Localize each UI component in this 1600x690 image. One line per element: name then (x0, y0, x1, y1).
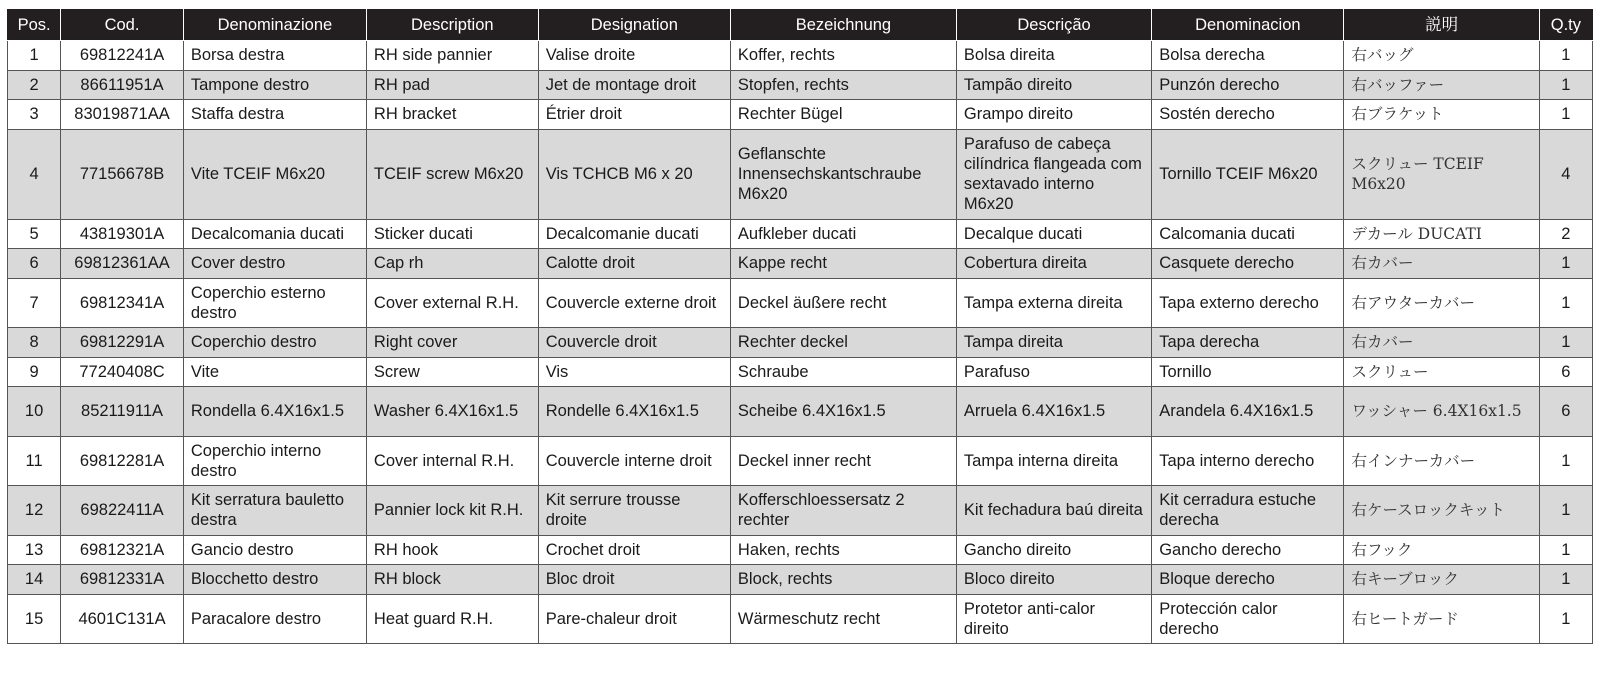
table-row (8, 565, 1593, 595)
cell-code: 69812241A (61, 41, 184, 71)
cell-pos: 4 (8, 129, 61, 219)
cell-pos: 1 (8, 41, 61, 71)
parts-table (7, 9, 1593, 644)
table-row (8, 357, 1593, 387)
cell-english: Cover external R.H. (366, 278, 538, 328)
cell-code: 69812361AA (61, 249, 184, 279)
table-body (8, 41, 1593, 644)
cell-italian: Paracalore destro (183, 594, 366, 644)
table-row (8, 594, 1593, 644)
cell-italian: Decalcomania ducati (183, 219, 366, 249)
cell-english: RH pad (366, 70, 538, 100)
cell-italian: Blocchetto destro (183, 565, 366, 595)
cell-english: Cover internal R.H. (366, 436, 538, 486)
cell-spanish: Tapa externo derecho (1152, 278, 1344, 328)
cell-french: Valise droite (538, 41, 730, 71)
cell-english: RH hook (366, 535, 538, 565)
cell-japanese: 右カバー (1344, 249, 1539, 279)
cell-code: 43819301A (61, 219, 184, 249)
cell-japanese: スクリュー TCEIF M6x20 (1344, 129, 1539, 219)
cell-code: 4601C131A (61, 594, 184, 644)
table-row (8, 129, 1593, 219)
cell-code: 85211911A (61, 387, 184, 437)
cell-french: Vis TCHCB M6 x 20 (538, 129, 730, 219)
cell-spanish: Bolsa derecha (1152, 41, 1344, 71)
cell-japanese: 右バッファー (1344, 70, 1539, 100)
cell-pos: 2 (8, 70, 61, 100)
cell-english: Washer 6.4X16x1.5 (366, 387, 538, 437)
table-row (8, 100, 1593, 130)
cell-portuguese: Parafuso de cabeça cilíndrica flangeada com sextavado interno M6x20 (956, 129, 1151, 219)
cell-italian: Vite (183, 357, 366, 387)
cell-portuguese: Tampa interna direita (956, 436, 1151, 486)
cell-pos: 9 (8, 357, 61, 387)
cell-italian: Rondella 6.4X16x1.5 (183, 387, 366, 437)
cell-pos: 5 (8, 219, 61, 249)
cell-italian: Coperchio interno destro (183, 436, 366, 486)
table-row (8, 278, 1593, 328)
table-row (8, 249, 1593, 279)
cell-pos: 11 (8, 436, 61, 486)
cell-code: 86611951A (61, 70, 184, 100)
cell-portuguese: Bolsa direita (956, 41, 1151, 71)
cell-german: Rechter deckel (730, 328, 956, 358)
cell-japanese: 右アウターカバー (1344, 278, 1539, 328)
cell-english: RH bracket (366, 100, 538, 130)
cell-italian: Vite TCEIF M6x20 (183, 129, 366, 219)
cell-japanese: 右カバー (1344, 328, 1539, 358)
cell-qty: 1 (1539, 278, 1592, 328)
cell-french: Couvercle droit (538, 328, 730, 358)
cell-qty: 4 (1539, 129, 1592, 219)
cell-code: 69812331A (61, 565, 184, 595)
cell-french: Crochet droit (538, 535, 730, 565)
cell-pos: 13 (8, 535, 61, 565)
cell-german: Wärmeschutz recht (730, 594, 956, 644)
cell-pos: 14 (8, 565, 61, 595)
cell-italian: Kit serratura bauletto destra (183, 486, 366, 536)
cell-portuguese: Parafuso (956, 357, 1151, 387)
cell-qty: 6 (1539, 357, 1592, 387)
cell-portuguese: Tampa direita (956, 328, 1151, 358)
cell-english: RH block (366, 565, 538, 595)
cell-spanish: Tornillo (1152, 357, 1344, 387)
cell-pos: 15 (8, 594, 61, 644)
cell-code: 77156678B (61, 129, 184, 219)
cell-japanese: 右ブラケット (1344, 100, 1539, 130)
header-cod: Cod. (61, 10, 184, 41)
cell-french: Rondelle 6.4X16x1.5 (538, 387, 730, 437)
cell-code: 69812291A (61, 328, 184, 358)
header-italian: Denominazione (183, 10, 366, 41)
cell-japanese: 右ヒートガード (1344, 594, 1539, 644)
cell-qty: 1 (1539, 486, 1592, 536)
cell-portuguese: Tampa externa direita (956, 278, 1151, 328)
cell-italian: Tampone destro (183, 70, 366, 100)
table-row (8, 70, 1593, 100)
cell-english: TCEIF screw M6x20 (366, 129, 538, 219)
cell-qty: 6 (1539, 387, 1592, 437)
cell-japanese: スクリュー (1344, 357, 1539, 387)
cell-german: Geflanschte Innensechskantschraube M6x20 (730, 129, 956, 219)
cell-spanish: Sostén derecho (1152, 100, 1344, 130)
cell-japanese: ワッシャー 6.4X16x1.5 (1344, 387, 1539, 437)
cell-qty: 1 (1539, 249, 1592, 279)
cell-french: Decalcomanie ducati (538, 219, 730, 249)
cell-italian: Staffa destra (183, 100, 366, 130)
cell-french: Vis (538, 357, 730, 387)
cell-code: 77240408C (61, 357, 184, 387)
cell-english: Heat guard R.H. (366, 594, 538, 644)
cell-italian: Gancio destro (183, 535, 366, 565)
cell-portuguese: Kit fechadura baú direita (956, 486, 1151, 536)
header-german: Bezeichnung (730, 10, 956, 41)
cell-portuguese: Bloco direito (956, 565, 1151, 595)
cell-english: Right cover (366, 328, 538, 358)
cell-english: Cap rh (366, 249, 538, 279)
cell-qty: 1 (1539, 565, 1592, 595)
table-row (8, 486, 1593, 536)
cell-code: 69822411A (61, 486, 184, 536)
table-row (8, 328, 1593, 358)
cell-qty: 2 (1539, 219, 1592, 249)
cell-spanish: Punzón derecho (1152, 70, 1344, 100)
table-row (8, 535, 1593, 565)
cell-spanish: Bloque derecho (1152, 565, 1344, 595)
cell-spanish: Kit cerradura estuche derecha (1152, 486, 1344, 536)
cell-code: 83019871AA (61, 100, 184, 130)
cell-french: Couvercle interne droit (538, 436, 730, 486)
cell-spanish: Protección calor derecho (1152, 594, 1344, 644)
cell-qty: 1 (1539, 100, 1592, 130)
cell-portuguese: Decalque ducati (956, 219, 1151, 249)
cell-german: Aufkleber ducati (730, 219, 956, 249)
cell-german: Koffer, rechts (730, 41, 956, 71)
table-row (8, 219, 1593, 249)
cell-italian: Coperchio esterno destro (183, 278, 366, 328)
cell-portuguese: Arruela 6.4X16x1.5 (956, 387, 1151, 437)
cell-german: Rechter Bügel (730, 100, 956, 130)
cell-spanish: Tapa interno derecho (1152, 436, 1344, 486)
header-english: Description (366, 10, 538, 41)
cell-pos: 7 (8, 278, 61, 328)
cell-german: Haken, rechts (730, 535, 956, 565)
table-row (8, 41, 1593, 71)
cell-code: 69812281A (61, 436, 184, 486)
cell-qty: 1 (1539, 41, 1592, 71)
cell-german: Kofferschloessersatz 2 rechter (730, 486, 956, 536)
cell-german: Kappe recht (730, 249, 956, 279)
cell-japanese: デカール DUCATI (1344, 219, 1539, 249)
cell-qty: 1 (1539, 535, 1592, 565)
cell-portuguese: Gancho direito (956, 535, 1151, 565)
cell-french: Pare-chaleur droit (538, 594, 730, 644)
cell-spanish: Calcomania ducati (1152, 219, 1344, 249)
cell-japanese: 右ケースロックキット (1344, 486, 1539, 536)
cell-spanish: Arandela 6.4X16x1.5 (1152, 387, 1344, 437)
header-portuguese: Descrição (956, 10, 1151, 41)
header-pos: Pos. (8, 10, 61, 41)
cell-spanish: Gancho derecho (1152, 535, 1344, 565)
cell-qty: 1 (1539, 436, 1592, 486)
cell-japanese: 右キーブロック (1344, 565, 1539, 595)
cell-german: Stopfen, rechts (730, 70, 956, 100)
cell-code: 69812321A (61, 535, 184, 565)
cell-pos: 8 (8, 328, 61, 358)
cell-italian: Coperchio destro (183, 328, 366, 358)
table-row (8, 436, 1593, 486)
cell-german: Block, rechts (730, 565, 956, 595)
header-qty: Q.ty (1539, 10, 1592, 41)
cell-portuguese: Protetor anti-calor direito (956, 594, 1151, 644)
cell-italian: Borsa destra (183, 41, 366, 71)
cell-french: Bloc droit (538, 565, 730, 595)
cell-english: RH side pannier (366, 41, 538, 71)
header-french: Designation (538, 10, 730, 41)
cell-qty: 1 (1539, 594, 1592, 644)
cell-portuguese: Cobertura direita (956, 249, 1151, 279)
cell-german: Schraube (730, 357, 956, 387)
cell-english: Sticker ducati (366, 219, 538, 249)
cell-spanish: Tapa derecha (1152, 328, 1344, 358)
cell-pos: 3 (8, 100, 61, 130)
header-japanese: 説明 (1344, 10, 1539, 41)
cell-french: Kit serrure trousse droite (538, 486, 730, 536)
cell-german: Scheibe 6.4X16x1.5 (730, 387, 956, 437)
table-row (8, 387, 1593, 437)
cell-code: 69812341A (61, 278, 184, 328)
cell-french: Calotte droit (538, 249, 730, 279)
cell-japanese: 右バッグ (1344, 41, 1539, 71)
cell-portuguese: Grampo direito (956, 100, 1151, 130)
cell-german: Deckel äußere recht (730, 278, 956, 328)
cell-french: Jet de montage droit (538, 70, 730, 100)
cell-japanese: 右フック (1344, 535, 1539, 565)
cell-spanish: Casquete derecho (1152, 249, 1344, 279)
cell-pos: 10 (8, 387, 61, 437)
table-header (8, 10, 1593, 41)
cell-japanese: 右インナーカバー (1344, 436, 1539, 486)
cell-portuguese: Tampão direito (956, 70, 1151, 100)
cell-french: Couvercle externe droit (538, 278, 730, 328)
cell-german: Deckel inner recht (730, 436, 956, 486)
cell-qty: 1 (1539, 328, 1592, 358)
cell-french: Étrier droit (538, 100, 730, 130)
cell-pos: 6 (8, 249, 61, 279)
cell-english: Screw (366, 357, 538, 387)
cell-english: Pannier lock kit R.H. (366, 486, 538, 536)
header-spanish: Denominacion (1152, 10, 1344, 41)
cell-spanish: Tornillo TCEIF M6x20 (1152, 129, 1344, 219)
cell-italian: Cover destro (183, 249, 366, 279)
cell-qty: 1 (1539, 70, 1592, 100)
cell-pos: 12 (8, 486, 61, 536)
